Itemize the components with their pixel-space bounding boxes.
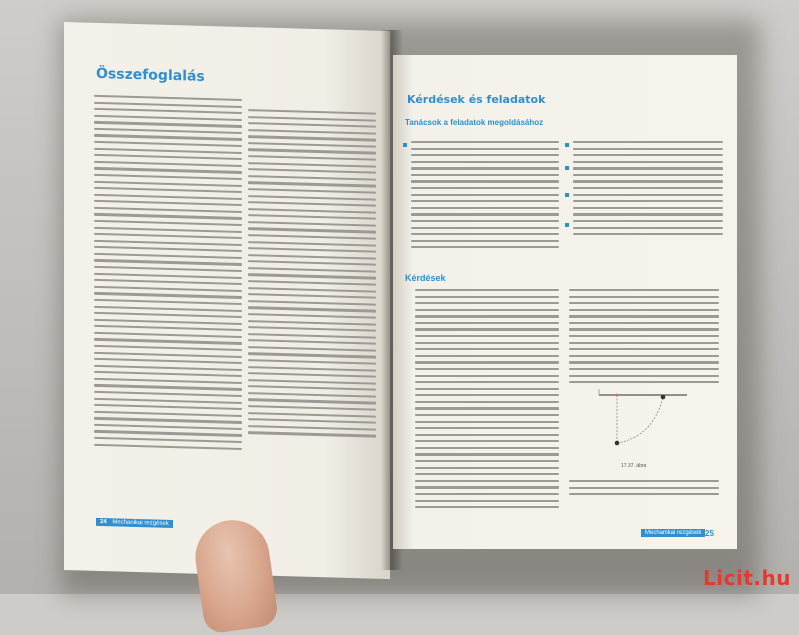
right-column-text [248, 109, 376, 441]
left-page-title: Összefoglalás [96, 65, 205, 85]
bullet-marker [565, 143, 569, 147]
tips-column-left [411, 141, 559, 253]
tips-column-right [573, 141, 723, 240]
bullet-marker [565, 193, 569, 197]
bullet-marker [403, 143, 407, 147]
question-last [569, 480, 719, 500]
questions-heading: Kérdések [405, 273, 446, 283]
left-page-number: 24 [100, 519, 107, 526]
left-footer [96, 518, 173, 528]
pendulum-figure [593, 385, 693, 455]
left-page [64, 22, 390, 579]
bullet-marker [565, 166, 569, 170]
left-column-text [94, 95, 242, 454]
right-footer-label: Mechanikai rezgések [645, 530, 702, 536]
questions-column-right [569, 289, 719, 388]
right-page-number: 25 [705, 529, 714, 538]
right-footer [641, 529, 705, 537]
right-page-subtitle: Tanácsok a feladatok megoldásához [405, 118, 544, 127]
right-page-title: Kérdések és feladatok [407, 93, 546, 106]
figure-caption: 17.37. ábra [621, 463, 647, 469]
bullet-marker [565, 223, 569, 227]
left-footer-label: Mechanikai rezgések [112, 519, 169, 527]
questions-column-left [415, 289, 559, 513]
right-page [393, 55, 737, 549]
watermark-logo: Licit.hu [703, 566, 791, 590]
